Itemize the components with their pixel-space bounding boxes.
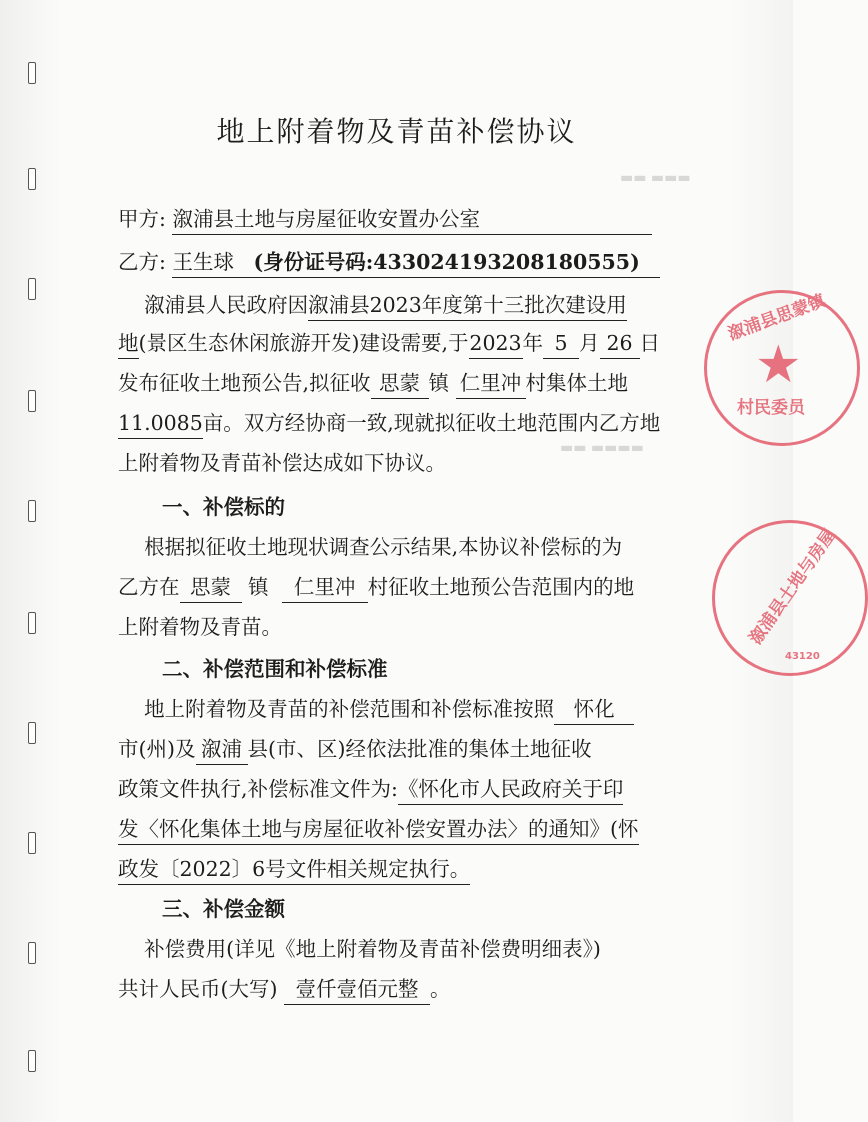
section-1-line-3: 上附着物及青苗。 bbox=[118, 615, 282, 639]
party-a-label: 甲方: bbox=[118, 207, 166, 231]
binding-hole bbox=[28, 500, 36, 522]
village-committee-seal bbox=[704, 290, 860, 446]
notice-day: 26 bbox=[600, 328, 640, 359]
binding-hole bbox=[28, 612, 36, 634]
village-name: 仁里冲 bbox=[456, 368, 526, 399]
binding-hole bbox=[28, 832, 36, 854]
notice-month: 5 bbox=[543, 328, 579, 359]
party-a-line bbox=[118, 200, 678, 238]
section-2-line-4: 发〈怀化集体土地与房屋征收补偿安置办法〉的通知》(怀 bbox=[118, 810, 678, 848]
land-area: 11.0085 bbox=[118, 408, 203, 439]
party-b-name: 王生球 bbox=[172, 250, 234, 274]
section-3-line-2: 共计人民币(大写) 壹仟壹佰元整 。 bbox=[118, 970, 678, 1008]
section-1-line-1: 根据拟征收土地现状调查公示结果,本协议补偿标的为 bbox=[144, 535, 623, 559]
seal-text: 溆浦县思蒙镇 bbox=[725, 291, 829, 345]
binding-hole bbox=[28, 62, 36, 84]
seal-text: 溆浦县土地与房屋 bbox=[745, 525, 841, 649]
section-3-line-1: 补偿费用(详见《地上附着物及青苗补偿费明细表》) bbox=[144, 937, 601, 961]
section-1-line-2: 乙方在 思蒙 镇 仁里冲 村征收土地预公告范围内的地 bbox=[118, 568, 678, 606]
document-title: 地上附着物及青苗补偿协议 bbox=[216, 115, 577, 148]
binding-hole bbox=[28, 390, 36, 412]
binding-hole bbox=[28, 278, 36, 300]
bleed-through: ▬▬ ▬▬▬ bbox=[620, 170, 691, 186]
section-2-line-1: 地上附着物及青苗的补偿范围和补偿标准按照 怀化 bbox=[118, 690, 678, 728]
bleed-through: ▬▬ ▬▬▬▬ bbox=[560, 440, 644, 456]
binding-hole bbox=[28, 1050, 36, 1072]
intro-line-3: 发布征收土地预公告,拟征收 思蒙 镇 仁里冲 村集体土地 bbox=[118, 364, 678, 402]
section-2-heading: 二、补偿范围和补偿标准 bbox=[162, 657, 388, 681]
binding-hole bbox=[28, 722, 36, 744]
party-b-line bbox=[118, 243, 678, 281]
binding-hole bbox=[28, 168, 36, 190]
section-2-line-3: 政策文件执行,补偿标准文件为:《怀化市人民政府关于印 bbox=[118, 770, 678, 808]
party-b-label: 乙方: bbox=[118, 250, 166, 274]
section-2-line-5: 政发〔2022〕6号文件相关规定执行。 bbox=[118, 850, 678, 888]
seal-subtext: 村民委员 bbox=[737, 398, 805, 418]
section-3-heading: 三、补偿金额 bbox=[162, 897, 285, 921]
section-2-line-2: 市(州)及 溆浦 县(市、区)经依法批准的集体土地征收 bbox=[118, 730, 678, 768]
notice-year: 2023 bbox=[469, 328, 523, 359]
party-b-id-number: 433024193208180555 bbox=[373, 250, 631, 274]
party-b-value: 王生球 (身份证号码:433024193208180555) bbox=[172, 247, 660, 278]
project-name: 溆浦县2023年度第十三批次建设用 bbox=[308, 290, 627, 321]
county-name: 溆浦 bbox=[196, 734, 248, 765]
seal-code: 43120 bbox=[785, 651, 820, 662]
intro-line-1: 溆浦县人民政府因溆浦县2023年度第十三批次建设用 bbox=[118, 286, 678, 324]
section-1-heading: 一、补偿标的 bbox=[162, 495, 285, 519]
intro-line-2: 地(景区生态休闲旅游开发)建设需要,于2023年 5 月 26 日 bbox=[118, 324, 678, 362]
land-office-seal bbox=[712, 520, 868, 676]
compensation-amount: 壹仟壹佰元整 bbox=[284, 974, 430, 1005]
seal-star-icon: ★ bbox=[755, 335, 802, 395]
city-name: 怀化 bbox=[554, 694, 634, 725]
intro-line-5: 上附着物及青苗补偿达成如下协议。 bbox=[118, 451, 446, 475]
intro-line-4: 11.0085亩。双方经协商一致,现就拟征收土地范围内乙方地 bbox=[118, 404, 678, 442]
party-a-value: 溆浦县土地与房屋征收安置办公室 bbox=[172, 204, 652, 235]
binding-hole bbox=[28, 942, 36, 964]
town-name: 思蒙 bbox=[371, 368, 429, 399]
